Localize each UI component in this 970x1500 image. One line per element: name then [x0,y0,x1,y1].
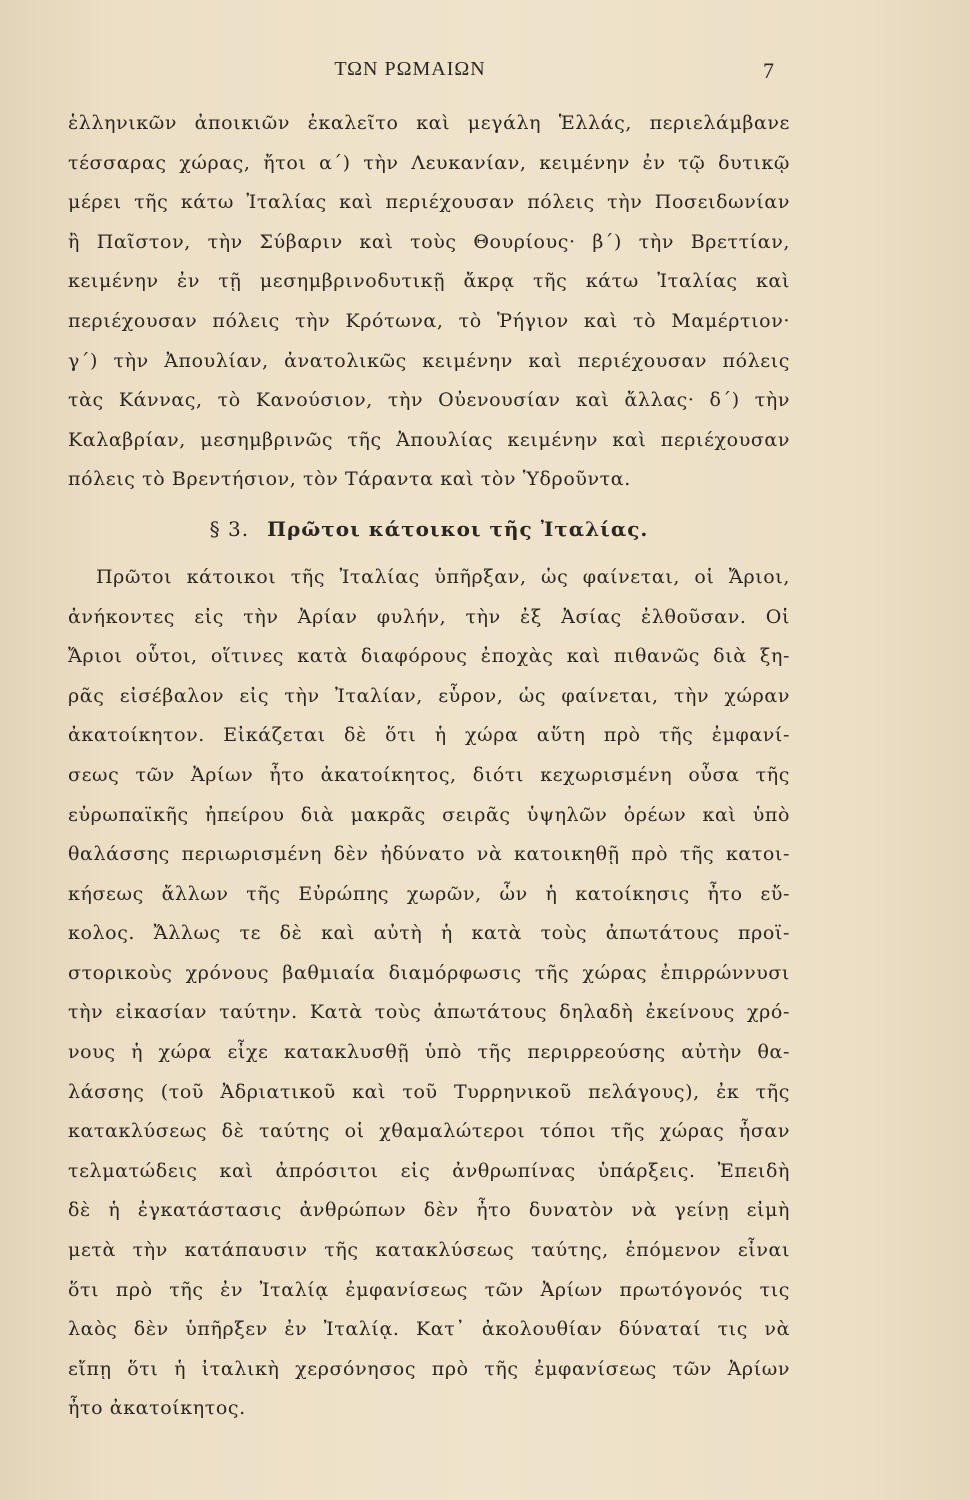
paragraph-continued [68,104,790,500]
text-line: ἦτο ἀκατοίκητος. [68,1397,246,1420]
text-line: τελματώδεις καὶ ἀπρόσιτοι εἰς ἀνθρωπίνας ὑπάρξεις. Ἐπειδὴ [68,1159,790,1182]
text-line: ἀνήκοντες εἰς τὴν Ἀρίαν φυλήν, τὴν ἐξ Ἀσίας ἐλθοῦσαν. Οἱ [68,605,790,628]
text-line: σεως τῶν Ἀρίων ἦτο ἀκατοίκητος, διότι κεχωρισμένη οὖσα τῆς [68,763,790,786]
text-line: ἀκατοίκητον. Εἰκάζεται δὲ ὅτι ἡ χώρα αὕτη πρὸ τῆς ἐμφανί- [68,724,790,747]
page-number: 7 [763,58,774,83]
text-line: μετὰ τὴν κατάπαυσιν τῆς κατακλύσεως ταύτης, ἑπόμενον εἶναι [68,1239,790,1262]
text-line: εὐρωπαϊκῆς ἠπείρου διὰ μακρᾶς σειρᾶς ὑψηλῶν ὀρέων καὶ ὑπὸ [68,803,790,826]
text-line: περιέχουσαν πόλεις τὴν Κρότωνα, τὸ Ῥήγιον καὶ τὸ Μαμέρτιον· [68,309,790,332]
text-line: ἑλληνικῶν ἀποικιῶν ἐκαλεῖτο καὶ μεγάλη Ἑλλάς, περιελάμβανε [68,112,790,134]
text-line: τὰς Κάννας, τὸ Κανούσιον, τὴν Οὐενουσίαν καὶ ἄλλας· δ΄) τὴν [68,389,790,412]
text-line: ἢ Παῖστον, τὴν Σύβαριν καὶ τοὺς Θουρίους· β΄) τὴν Βρεττίαν, [68,230,790,253]
paragraph [68,558,790,1429]
text-line: Καλαβρίαν, μεσημβρινῶς τῆς Ἀπουλίας κειμένην καὶ περιέχουσαν [68,428,790,451]
running-title: ΤΩΝ ΡΩΜΑΙΩΝ [334,58,486,80]
text-line: Πρῶτοι κάτοικοι τῆς Ἰταλίας ὑπῆρξαν, ὡς φαίνεται, οἱ Ἄριοι, [96,565,790,588]
text-line: στορικοὺς χρόνους βαθμιαία διαμόρφωσις τῆς χώρας ἐπιρρώννυσι [68,961,790,984]
text-line: λάσσης (τοῦ Ἀδριατικοῦ καὶ τοῦ Τυρρηνικοῦ πελάγους), ἐκ τῆς [68,1080,790,1103]
text-line: ρᾶς εἰσέβαλον εἰς τὴν Ἰταλίαν, εὗρον, ὡς φαίνεται, τὴν χώραν [68,684,790,707]
text-line: Ἄριοι οὗτοι, οἵτινες κατὰ διαφόρους ἐποχὰς καὶ πιθανῶς διὰ ξη- [68,645,790,668]
text-line: κολος. Ἄλλως τε δὲ καὶ αὐτὴ ἡ κατὰ τοὺς ἀπωτάτους προϊ- [68,922,790,945]
text-line: λαὸς δὲν ὑπῆρξεν ἐν Ἰταλίᾳ. Κατ᾽ ἀκολουθίαν δύναταί τις νὰ [68,1318,790,1341]
section-heading [68,504,790,554]
text-line: γ΄) τὴν Ἀπουλίαν, ἀνατολικῶς κειμένην καὶ περιέχουσαν πόλεις [68,349,790,372]
section-title: Πρῶτοι κάτοικοι τῆς Ἰταλίας. [267,516,649,541]
text-line: τέσσαρας χώρας, ἤτοι α΄) τὴν Λευκανίαν, κειμένην ἐν τῷ δυτικῷ [68,151,790,174]
section-number: § 3. [209,516,250,541]
text-line: μέρει τῆς κάτω Ἰταλίας καὶ περιέχουσαν πόλεις τὴν Ποσειδωνίαν [68,191,790,214]
running-header [0,58,970,88]
text-line: κειμένην ἐν τῇ μεσημβρινοδυτικῇ ἄκρᾳ τῆς κάτω Ἰταλίας καὶ [68,270,790,293]
text-line: ὅτι πρὸ τῆς ἐν Ἰταλίᾳ ἐμφανίσεως τῶν Ἀρίων πρωτόγονός τις [68,1278,790,1301]
body-text [68,104,790,1429]
text-line: εἴπῃ ὅτι ἡ ἰταλικὴ χερσόνησος πρὸ τῆς ἐμφανίσεως τῶν Ἀρίων [68,1357,790,1380]
text-line: πόλεις τὸ Βρεντήσιον, τὸν Τάραντα καὶ τὸν Ὑδροῦντα. [68,468,631,491]
text-line: τὴν εἰκασίαν ταύτην. Κατὰ τοὺς ἀπωτάτους δηλαδὴ ἐκείνους χρό- [68,1001,790,1024]
text-line: κατακλύσεως δὲ ταύτης οἱ χθαμαλώτεροι τόποι τῆς χώρας ἦσαν [68,1120,790,1143]
text-line: κήσεως ἄλλων τῆς Εὐρώπης χωρῶν, ὧν ἡ κατοίκησις ἦτο εὔ- [68,882,790,905]
text-line: δὲ ἡ ἐγκατάστασις ἀνθρώπων δὲν ἦτο δυνατὸν νὰ γείνῃ εἰμὴ [68,1199,790,1222]
text-line: νους ἡ χώρα εἶχε κατακλυσθῇ ὑπὸ τῆς περιρρεούσης αὐτὴν θα- [68,1041,790,1064]
text-line: θαλάσσης περιωρισμένη δὲν ἠδύνατο νὰ κατοικηθῇ πρὸ τῆς κατοι- [68,843,790,866]
